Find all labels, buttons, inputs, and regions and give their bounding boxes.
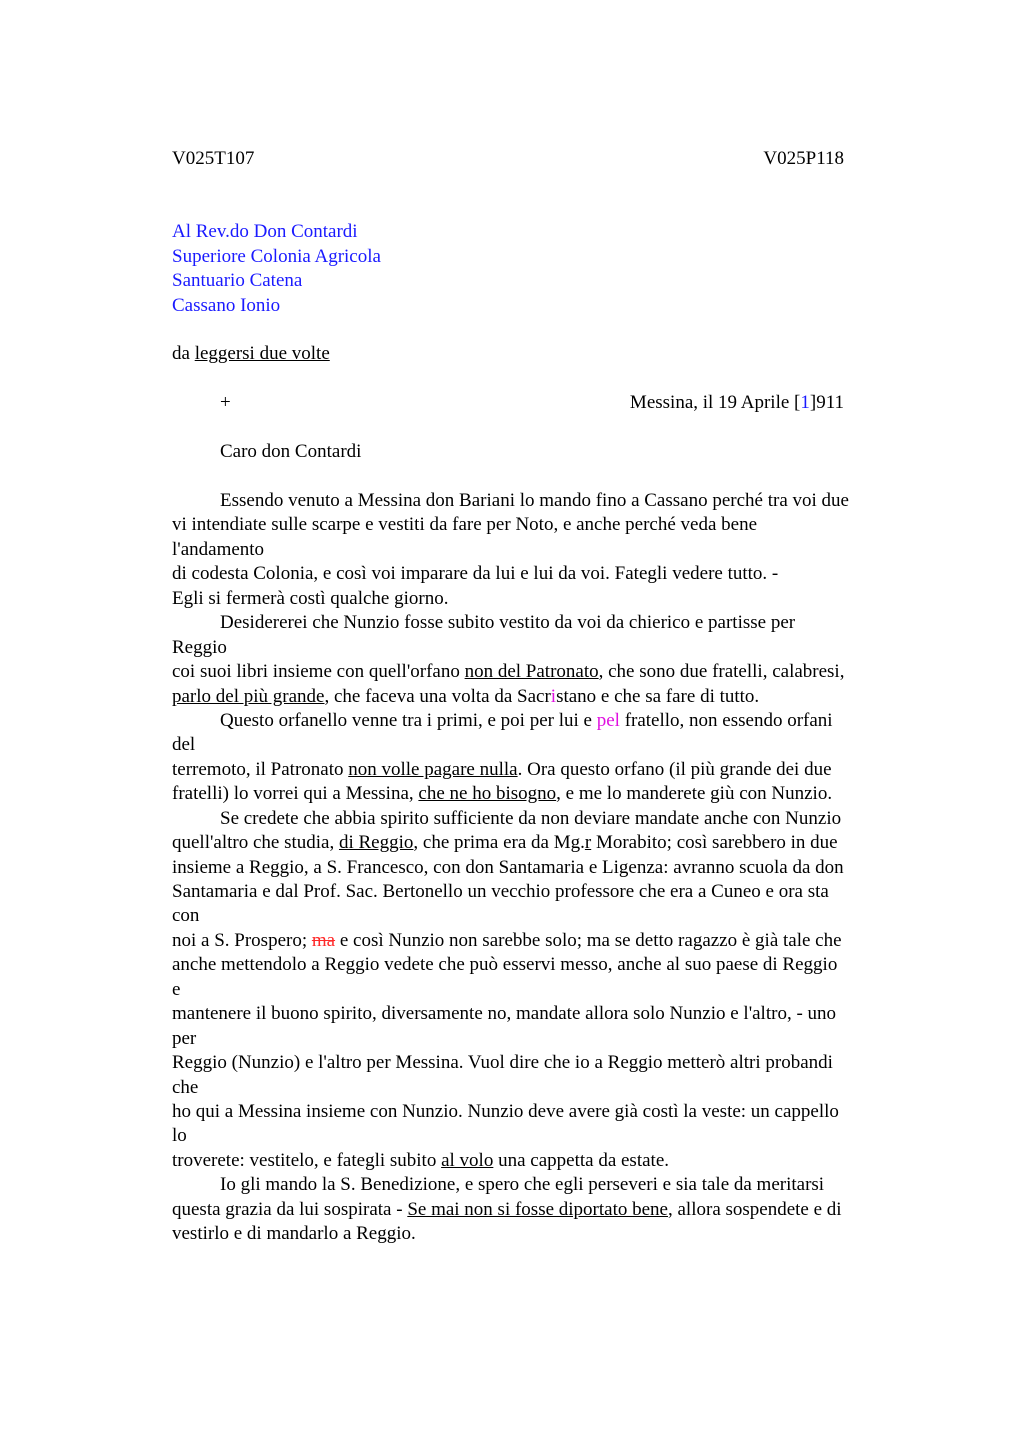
text-run: stano e che sa fare di tutto. [556, 685, 760, 707]
body-line: vestirlo e di mandarlo a Reggio. [172, 1223, 416, 1245]
underlined-text: al volo [441, 1149, 494, 1171]
address-line-3: Santuario Catena [172, 270, 303, 291]
body-line [172, 831, 907, 855]
text-run: . Ora questo orfano (il più grande dei due [517, 758, 832, 780]
body-line: ho qui a Messina insieme con Nunzio. Nunzio deve avere già costì la veste: un cappello [172, 1100, 839, 1122]
underlined-text: di Reggio [338, 832, 414, 854]
address-line-1: Al Rev.do Don Contardi [172, 221, 358, 242]
text-run: , che prima era da Mg. [413, 832, 585, 854]
text-run: , e me lo manderete giù con Nunzio. [556, 783, 833, 805]
recipient-address [172, 220, 381, 318]
date-prefix: Messina, il 19 Aprile [ [629, 392, 801, 413]
underlined-text: che ne ho bisogno [418, 783, 557, 805]
date-insert: 1 [800, 392, 810, 413]
underlined-text: Se mai non si fosse diportato bene [407, 1198, 668, 1220]
text-run: quell'altro che studia, [172, 832, 339, 854]
text-run: e così Nunzio non sarebbe solo; ma se detto ragazzo è già tale che [335, 929, 842, 951]
left-archive-code: V025T107 [172, 148, 255, 169]
body-line: Essendo venuto a Messina don Bariani lo mando fino a Cassano perché tra voi due [220, 490, 849, 511]
underlined-text: non volle pagare nulla [348, 758, 518, 780]
underlined-text: r [584, 832, 592, 854]
body-line: Io gli mando la S. Benedizione, e spero che egli perseveri e sia tale da meritarsi [220, 1174, 825, 1196]
body-line: del [172, 734, 196, 756]
body-line [172, 709, 907, 733]
body-line: Egli si fermerà costì qualche giorno. [172, 587, 449, 609]
text-run: terremoto, il Patronato [172, 758, 349, 780]
body-line: che [172, 1076, 199, 1098]
body-line [172, 685, 907, 709]
body-line: mantenere il buono spirito, diversamente no, mandate allora solo Nunzio e l'altro, - uno [172, 1003, 837, 1025]
body-line [172, 1149, 907, 1173]
body-line: Reggio [172, 636, 227, 658]
deleted-word: ma [311, 929, 336, 951]
text-run: questa grazia da lui sospirata - [172, 1198, 408, 1220]
body-line [172, 758, 907, 782]
body-line [172, 929, 907, 953]
body-line: Santamaria e dal Prof. Sac. Bertonello un vecchio professore che era a Cuneo e ora sta [172, 881, 829, 902]
text-run: , che faceva una volta da Sacr [324, 685, 551, 707]
inserted-word: pel [596, 709, 620, 731]
inserted-letter: i [550, 685, 557, 707]
address-line-2: Superiore Colonia Agricola [172, 245, 381, 267]
body-line: Se credete che abbia spirito sufficiente da non deviare mandate anche con Nunzio [220, 807, 842, 829]
text-run: fratelli) lo vorrei qui a Messina, [172, 783, 419, 805]
body-line: insieme a Reggio, a S. Francesco, con don Santamaria e Ligenza: avranno scuola da don [172, 856, 844, 878]
body-line: e [172, 978, 181, 1000]
note-underlined: leggersi due volte [194, 343, 330, 364]
place-date [630, 391, 844, 415]
right-archive-code: V025P118 [763, 148, 844, 169]
document-header [172, 147, 844, 171]
text-run: Questo orfanello venne tra i primi, e poi per lui e [220, 709, 597, 731]
body-line: per [172, 1027, 197, 1049]
body-line [172, 782, 907, 806]
letter-body [172, 489, 907, 1247]
date-suffix: ]911 [809, 392, 844, 413]
body-line: vi intendiate sulle scarpe e vestiti da fare per Noto, e anche perché veda bene [172, 514, 758, 536]
body-line: Desidererei che Nunzio fosse subito vestito da voi da chierico e partisse per [220, 612, 796, 634]
body-line: l'andamento [172, 538, 265, 560]
text-run: , che sono due fratelli, calabresi, [598, 661, 845, 683]
salutation: Caro don Contardi [220, 441, 362, 462]
text-run: Morabito; così sarebbero in due [591, 832, 838, 854]
text-run: fratello, non essendo orfani [619, 709, 833, 731]
reading-note [172, 342, 330, 366]
cross-symbol: + [220, 392, 231, 413]
note-prefix: da [172, 343, 195, 364]
body-line: con [172, 905, 200, 927]
body-line: lo [172, 1125, 187, 1147]
body-line: anche mettendolo a Reggio vedete che può esservi messo, anche al suo paese di Reggio [172, 954, 838, 976]
text-run: una cappetta da estate. [493, 1149, 670, 1171]
address-line-4: Cassano Ionio [172, 294, 281, 316]
body-line: Reggio (Nunzio) e l'altro per Messina. Vuol dire che io a Reggio metterò altri probandi [172, 1052, 833, 1074]
text-run: noi a S. Prospero; [172, 929, 312, 951]
underlined-text: non del Patronato [464, 661, 599, 683]
text-run: coi suoi libri insieme con quell'orfano [172, 661, 465, 683]
text-run: troverete: vestitelo, e fategli subito [172, 1149, 442, 1171]
body-line [172, 660, 907, 684]
text-run: , allora sospendete e di [668, 1198, 842, 1220]
body-line: di codesta Colonia, e così voi imparare da lui e lui da voi. Fategli vedere tutto. - [172, 563, 779, 585]
underlined-text: parlo del più grande [172, 685, 325, 707]
body-line [172, 1198, 907, 1222]
dateline [172, 391, 844, 415]
